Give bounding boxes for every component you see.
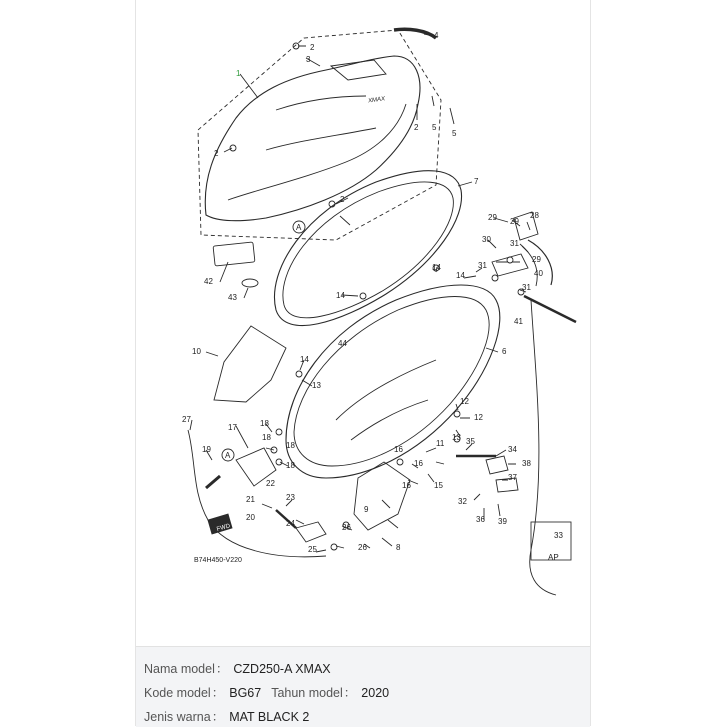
callout-18d: 18	[286, 461, 295, 470]
color-row	[144, 707, 309, 725]
callout-17: 17	[228, 423, 237, 432]
cable-main	[530, 300, 556, 595]
callout-24: 24	[286, 519, 295, 528]
callout-28: 28	[530, 211, 539, 220]
separator: ：	[211, 686, 225, 700]
callout-11: 11	[436, 439, 445, 448]
callout-16a: 16	[394, 445, 403, 454]
callout-39: 39	[498, 517, 507, 526]
part-code: B74H450-V220	[194, 557, 242, 564]
seat-shape	[205, 56, 420, 221]
callout-10: 10	[192, 347, 201, 356]
separator: ：	[343, 686, 357, 700]
callout-43: 43	[228, 293, 237, 302]
callout-37: 37	[508, 473, 517, 482]
seat-dashed-outline	[198, 30, 441, 240]
parts-diagram	[136, 0, 590, 645]
model-name-row	[144, 659, 331, 677]
callout-15: 15	[434, 481, 443, 490]
model-code-row	[144, 683, 389, 701]
callout-34: 34	[508, 445, 517, 454]
seat-logo: XMAX	[367, 96, 386, 105]
callout-31a: 31	[510, 239, 519, 248]
callout-9: 9	[364, 505, 369, 514]
callout-41: 41	[514, 317, 523, 326]
seal-7	[274, 171, 461, 326]
lid-10	[214, 326, 286, 402]
callout-33: 33	[554, 531, 563, 540]
callout-26a: 26	[342, 523, 351, 532]
callout-14d: 14	[300, 355, 309, 364]
year-label: Tahun model	[271, 686, 343, 700]
ring-43	[242, 279, 258, 287]
callout-5a: 5	[432, 123, 437, 132]
callout-18b: 18	[262, 433, 271, 442]
callout-36: 36	[476, 515, 485, 524]
callout-29b: 29	[510, 217, 519, 226]
separator: ：	[211, 710, 225, 724]
pad-42	[213, 242, 255, 266]
callout-2a: 2	[310, 43, 315, 52]
callout-3: 3	[306, 55, 311, 64]
content-frame	[135, 0, 591, 726]
callout-25: 25	[308, 545, 317, 554]
callout-7: 7	[474, 177, 479, 186]
callout-44: 44	[338, 339, 347, 348]
exploded-view-svg	[136, 0, 590, 645]
callout-19: 19	[202, 445, 211, 454]
year-value: 2020	[361, 686, 390, 700]
callout-27: 27	[182, 415, 191, 424]
callout-12b: 12	[474, 413, 483, 422]
callout-29c: 29	[532, 255, 541, 264]
fwd-label: FWD	[216, 523, 231, 533]
model-info-panel	[136, 646, 590, 727]
latch-34	[486, 456, 508, 474]
callout-42: 42	[204, 277, 213, 286]
callout-14b: 14	[432, 263, 441, 272]
separator: ：	[215, 662, 229, 676]
callout-29a: 29	[488, 213, 497, 222]
callout-16c: 16	[402, 481, 411, 490]
callout-2c: 2	[214, 149, 219, 158]
model-code-label: Kode model	[144, 686, 211, 700]
callout-35: 35	[466, 437, 475, 446]
model-code-value: BG67	[229, 686, 262, 700]
callout-8: 8	[396, 543, 401, 552]
color-value: MAT BLACK 2	[229, 710, 310, 724]
callout-4: 4	[434, 31, 439, 40]
callout-38: 38	[522, 459, 531, 468]
callout-12a: 12	[460, 397, 469, 406]
callout-14a: 14	[336, 291, 345, 300]
callout-5b: 5	[452, 129, 457, 138]
ref-a-1: A	[296, 223, 302, 232]
callout-13a: 13	[312, 381, 321, 390]
callout-23: 23	[286, 493, 295, 502]
callout-1: 1	[236, 69, 241, 78]
callout-16b: 16	[414, 459, 423, 468]
callout-13b: 13	[452, 433, 461, 442]
callout-21: 21	[246, 495, 255, 504]
callout-26b: 26	[358, 543, 367, 552]
callout-22: 22	[266, 479, 275, 488]
ref-a-2: A	[225, 451, 231, 460]
callout-30: 30	[482, 235, 491, 244]
callout-40: 40	[534, 269, 543, 278]
callout-31c: 31	[522, 283, 531, 292]
callout-31b: 31	[478, 261, 487, 270]
callout-18c: 18	[286, 441, 295, 450]
ap-label: AP	[548, 553, 559, 562]
model-name-value: CZD250-A XMAX	[233, 662, 331, 676]
bracket-25	[296, 522, 326, 542]
color-label: Jenis warna	[144, 710, 211, 724]
model-name-label: Nama model	[144, 662, 215, 676]
callout-2b: 2	[414, 123, 419, 132]
callout-18a: 18	[260, 419, 269, 428]
callout-6: 6	[502, 347, 507, 356]
callout-2d: 2	[340, 195, 345, 204]
callout-20: 20	[246, 513, 255, 522]
callout-32: 32	[458, 497, 467, 506]
callout-14c: 14	[456, 271, 465, 280]
